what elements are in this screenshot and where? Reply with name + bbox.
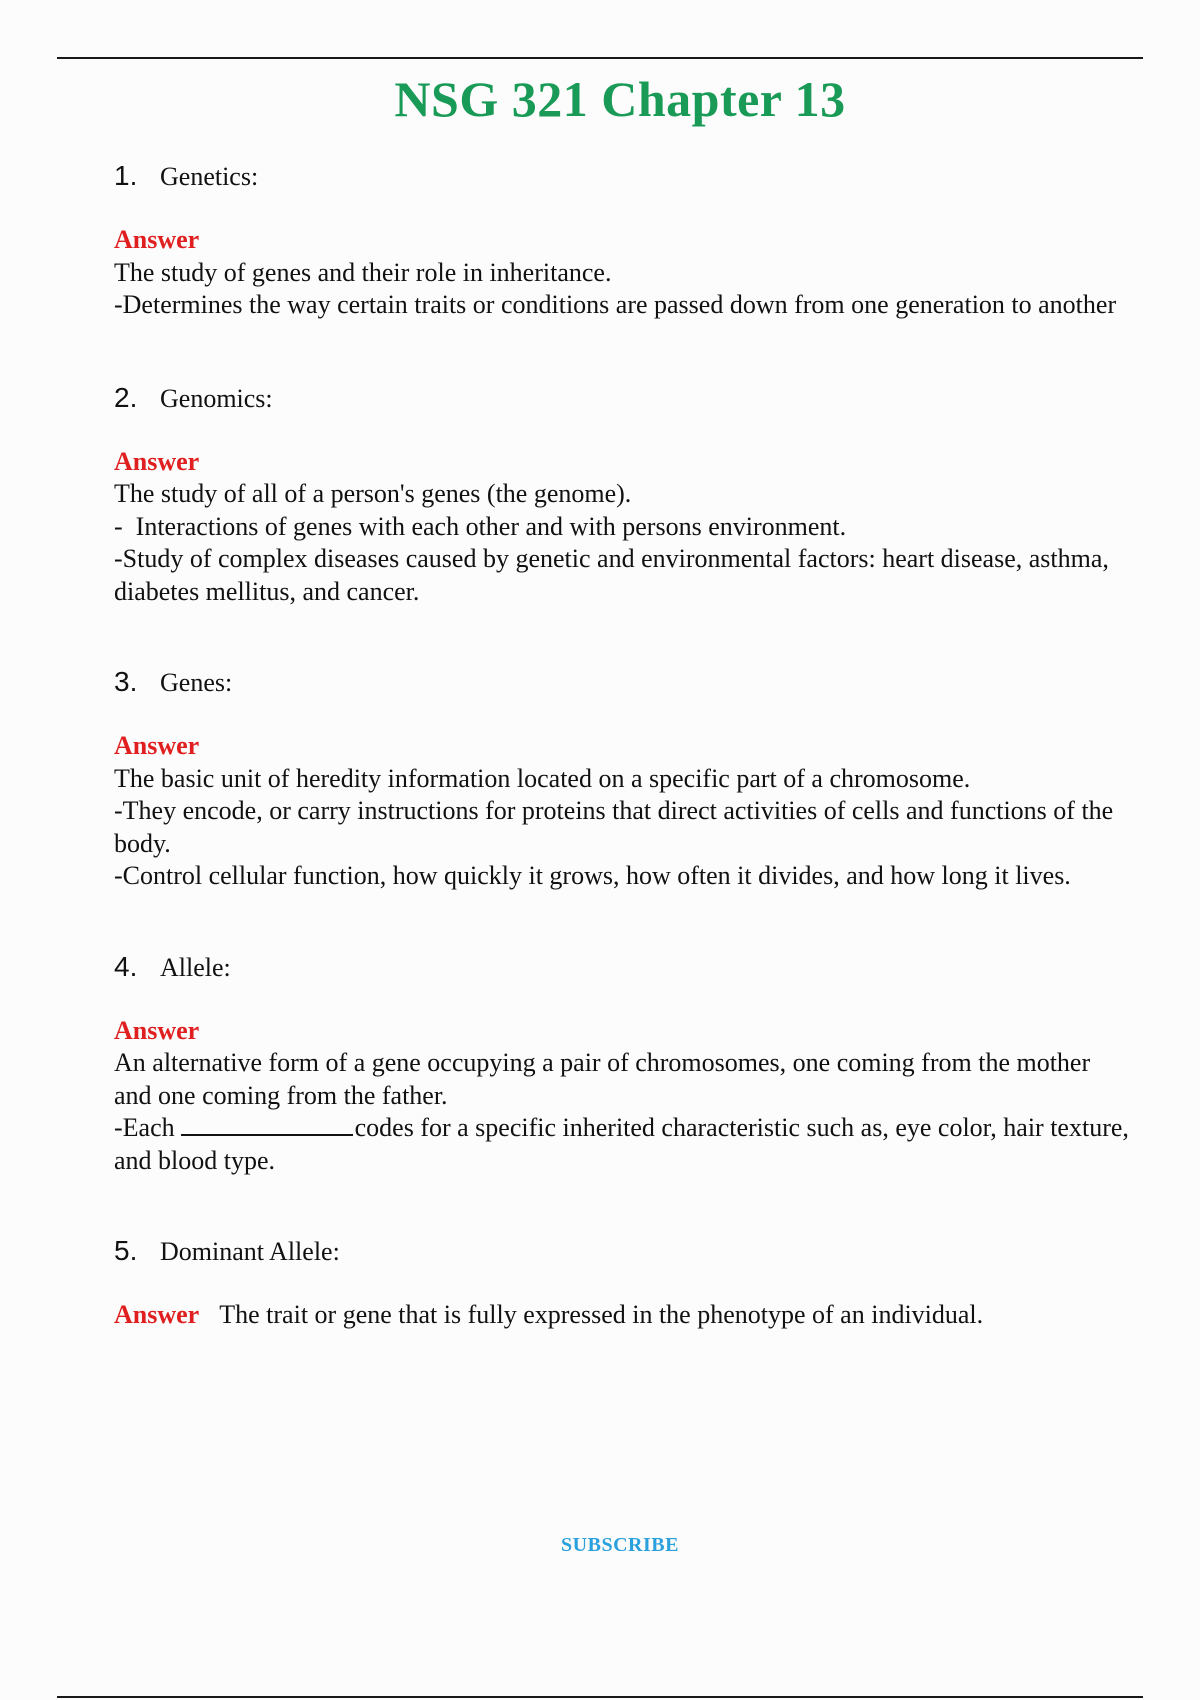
answer-2 (114, 446, 1134, 609)
answer-label: Answer (114, 446, 200, 476)
question-term: Genes: (160, 668, 233, 697)
answer-line: The basic unit of heredity information located on a specific part of a chromosome. (114, 763, 971, 793)
answer-line: -They encode, or carry instructions for proteins that direct activities of cells and functions of the body. (114, 796, 1114, 858)
question-4 (114, 951, 1134, 991)
answer-label: Answer (114, 731, 200, 760)
question-1 (114, 160, 1134, 200)
answer-4 (114, 1015, 1134, 1178)
question-2 (114, 382, 1134, 422)
answer-5 (114, 1299, 1134, 1331)
question-term: Allele: (160, 952, 231, 982)
document-body (114, 160, 1134, 1331)
question-number: 2. (114, 381, 138, 413)
question-number: 4. (114, 950, 138, 982)
answer-line: The study of all of a person's genes (the genome). (114, 479, 632, 508)
answer-line: -Control cellular function, how quickly it grows, how often it divides, and how long it lives. (114, 861, 1071, 890)
blank-suffix: codes for a specific inherited characteristic such as, eye color, hair texture, and blood type. (114, 1113, 1129, 1175)
question-number: 1. (114, 160, 138, 191)
question-term: Genomics: (160, 383, 273, 413)
question-3 (114, 666, 1134, 706)
question-term: Dominant Allele: (160, 1237, 340, 1266)
question-number: 3. (114, 666, 138, 697)
answer-line: The study of genes and their role in inheritance. (114, 257, 612, 287)
top-rule (57, 57, 1143, 59)
question-5 (114, 1235, 1134, 1275)
answer-line-with-blank (114, 1112, 1134, 1177)
answer-label: Answer (114, 1300, 200, 1329)
subscribe-link[interactable]: SUBSCRIBE (561, 1534, 679, 1556)
fill-in-blank (181, 1112, 353, 1136)
question-number: 5. (114, 1235, 138, 1266)
answer-label: Answer (114, 1015, 200, 1045)
answer-line: An alternative form of a gene occupying a pair of chromosomes, one coming from the mother and one coming from the father. (114, 1048, 1091, 1110)
document-title: NSG 321 Chapter 13 (394, 71, 846, 127)
answer-3 (114, 730, 1134, 893)
question-term: Genetics: (160, 162, 259, 191)
answer-line: -Study of complex diseases caused by genetic and environmental factors: heart disease, asthma, diabetes mellitus, and cancer. (114, 544, 1109, 606)
answer-label: Answer (114, 225, 200, 254)
blank-prefix: -Each (114, 1113, 175, 1142)
answer-line: The trait or gene that is fully expressed in the phenotype of an individual. (219, 1300, 984, 1329)
answer-1 (114, 224, 1134, 322)
answer-line: - Interactions of genes with each other and with persons environment. (114, 511, 847, 541)
bottom-rule (57, 1696, 1143, 1698)
answer-line: -Determines the way certain traits or conditions are passed down from one generation to another (114, 290, 1117, 319)
